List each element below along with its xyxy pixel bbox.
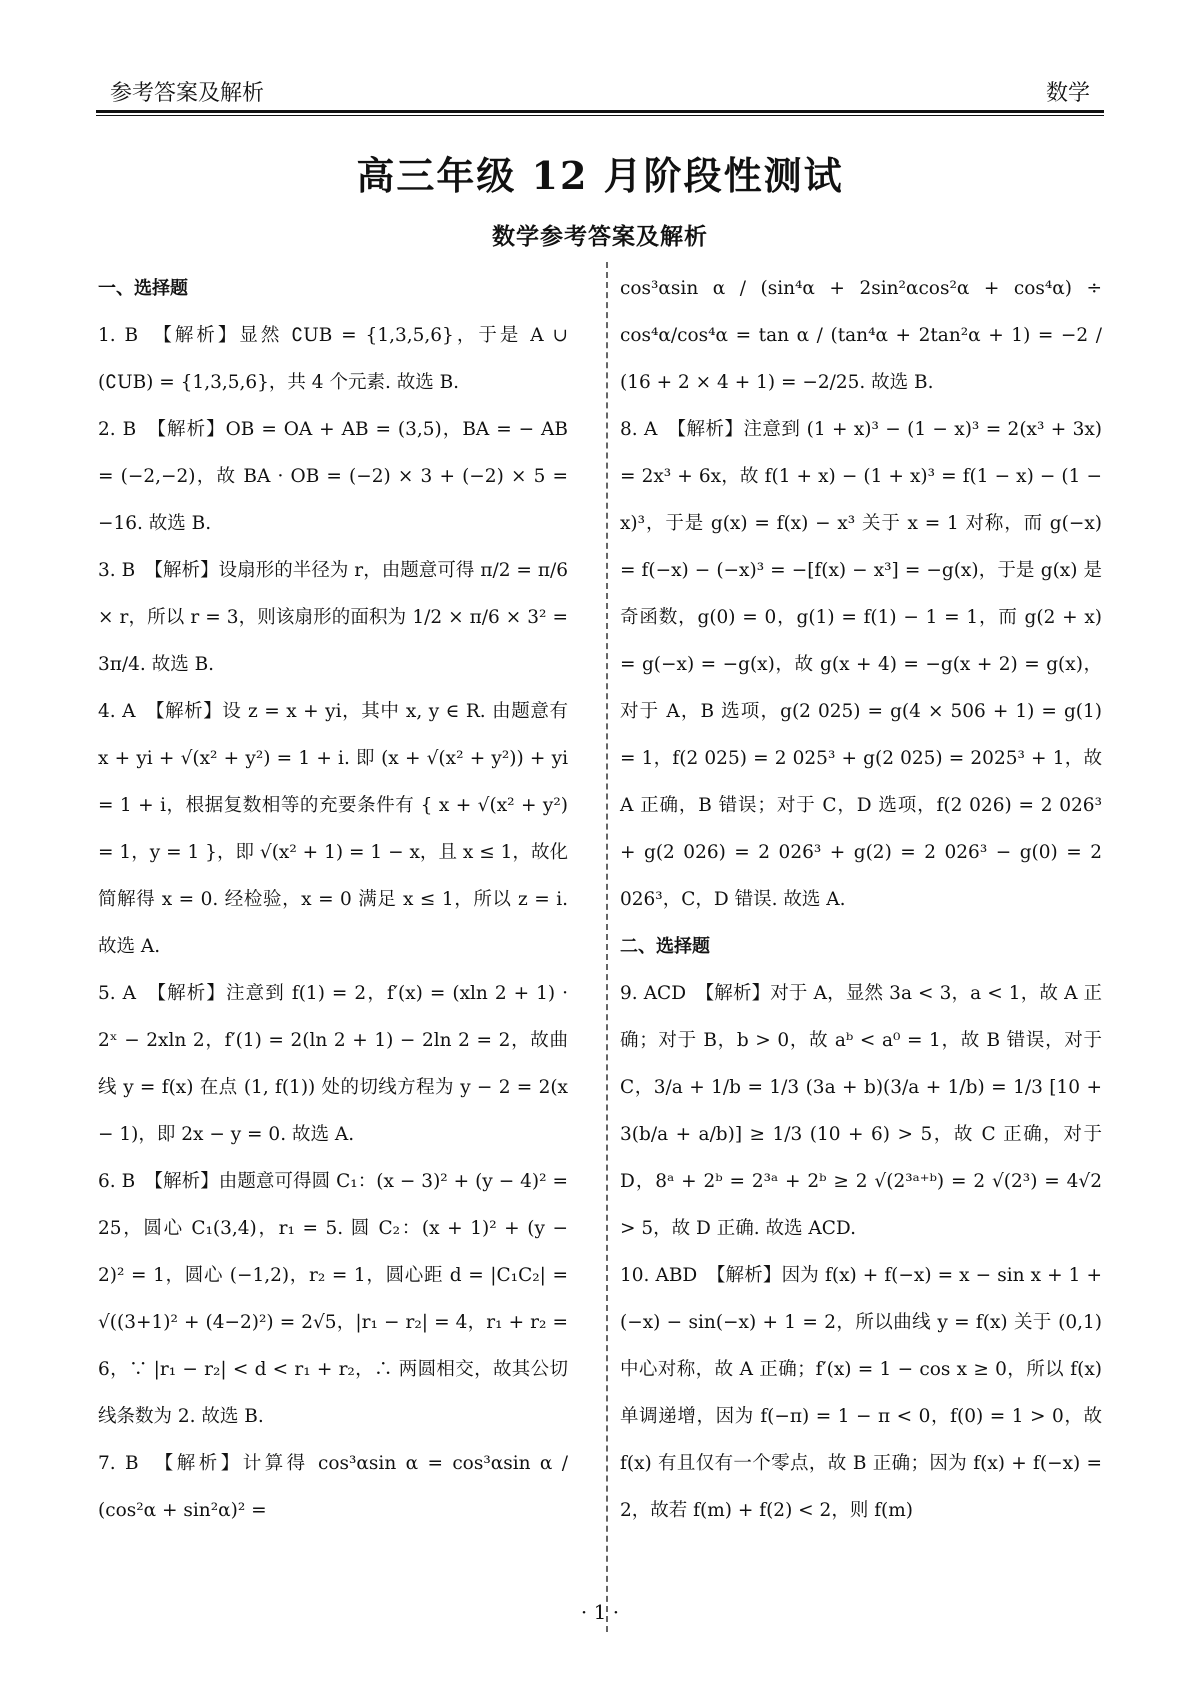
header-rule-thin	[96, 115, 1104, 116]
answer-2: 2. B 【解析】OB = OA + AB = (3,5)，BA = − AB = (−2,−2)，故 BA · OB = (−2) × 3 + (−2) × 5 = −16. 故选 B.	[98, 419, 568, 534]
answer-8: 8. A 【解析】注意到 (1 + x)³ − (1 − x)³ = 2(x³ + 3x) = 2x³ + 6x，故 f(1 + x) − (1 + x)³ = f(1 − x) − (1 − x)³，于是 g(x) = f(x) − x³ 关于 x = 1 对称，而 g(−x) = f(−x) − (−x)³ = −[f(x) − x³] = −g(x)，于是 g(x) 是奇函数，g(0) = 0，g(1) = f(1) − 1 = 1，而 g(2 + x) = g(−x) = −g(x)，故 g(x + 4) = −g(x + 2) = g(x)，对于 A，B 选项，g(2 025) = g(4 × 506 + 1) = g(1) = 1，f(2 025) = 2 025³ + g(2 025) = 2025³ + 1，故 A 正确，B 错误；对于 C，D 选项，f(2 026) = 2 026³ + g(2 026) = 2 026³ + g(2) = 2 026³ − g(0) = 2 026³，C，D 错误. 故选 A.	[620, 419, 1102, 910]
document-title: 高三年级 12 月阶段性测试	[356, 153, 844, 198]
header-right: 数学	[1045, 81, 1090, 106]
answer-10: 10. ABD 【解析】因为 f(x) + f(−x) = x − sin x + 1 + (−x) − sin(−x) + 1 = 2，所以曲线 y = f(x) 关于 (0,1) 中心对称，故 A 正确；f′(x) = 1 − cos x ≥ 0，所以 f(x) 单调递增，因为 f(−π) = 1 − π < 0，f(0) = 1 > 0，故 f(x) 有且仅有一个零点，故 B 正确；因为 f(x) + f(−x) = 2，故若 f(m) + f(2) < 2，则 f(m)	[620, 1265, 1102, 1521]
page-number: · 1 ·	[580, 1600, 620, 1624]
answer-5: 5. A 【解析】注意到 f(1) = 2，f′(x) = (xln 2 + 1) · 2ˣ − 2xln 2，f′(1) = 2(ln 2 + 1) − 2ln 2 = 2，故曲线 y = f(x) 在点 (1, f(1)) 处的切线方程为 y − 2 = 2(x − 1)，即 2x − y = 0. 故选 A.	[98, 983, 568, 1145]
answer-7-continued: cos³αsin α / (sin⁴α + 2sin²αcos²α + cos⁴α) ÷ cos⁴α/cos⁴α = tan α / (tan⁴α + 2tan²α + 1) = −2 / (16 + 2 × 4 + 1) = −2/25. 故选 B.	[620, 278, 1102, 393]
column-divider	[606, 262, 608, 1632]
left-column	[98, 265, 568, 1534]
answer-9: 9. ACD 【解析】对于 A，显然 3a < 3，a < 1，故 A 正确；对于 B，b > 0，故 aᵇ < a⁰ = 1，故 B 错误，对于 C，3/a + 1/b = 1/3 (3a + b)(3/a + 1/b) = 1/3 [10 + 3(b/a + a/b)] ≥ 1/3 (10 + 6) > 5，故 C 正确，对于 D，8ᵃ + 2ᵇ = 2³ᵃ + 2ᵇ ≥ 2 √(2³ᵃ⁺ᵇ) = 2 √(2³) = 4√2 > 5，故 D 正确. 故选 ACD.	[620, 983, 1102, 1239]
answer-1: 1. B 【解析】显然 ∁UB = {1,3,5,6}，于是 A ∪ (∁UB) = {1,3,5,6}，共 4 个元素. 故选 B.	[98, 325, 568, 393]
page-header	[96, 70, 1104, 110]
document-subtitle: 数学参考答案及解析	[492, 223, 708, 250]
answer-6: 6. B 【解析】由题意可得圆 C₁：(x − 3)² + (y − 4)² = 25，圆心 C₁(3,4)，r₁ = 5. 圆 C₂：(x + 1)² + (y − 2)² = 1，圆心 (−1,2)，r₂ = 1，圆心距 d = |C₁C₂| = √((3+1)² + (4−2)²) = 2√5，|r₁ − r₂| = 4，r₁ + r₂ = 6，∵ |r₁ − r₂| < d < r₁ + r₂，∴ 两圆相交，故其公切线条数为 2. 故选 B.	[98, 1171, 568, 1427]
answer-3: 3. B 【解析】设扇形的半径为 r，由题意可得 π/2 = π/6 × r，所以 r = 3，则该扇形的面积为 1/2 × π/6 × 3² = 3π/4. 故选 B.	[98, 560, 568, 675]
section-heading: 二、选择题	[620, 936, 710, 957]
section-heading: 一、选择题	[98, 278, 188, 299]
right-column	[620, 265, 1102, 1534]
header-left: 参考答案及解析	[110, 81, 265, 106]
answer-4: 4. A 【解析】设 z = x + yi，其中 x, y ∈ R. 由题意有 x + yi + √(x² + y²) = 1 + i. 即 (x + √(x² + y²)) + yi = 1 + i，根据复数相等的充要条件有 { x + √(x² + y²) = 1，y = 1 }，即 √(x² + 1) = 1 − x，且 x ≤ 1，故化简解得 x = 0. 经检验，x = 0 满足 x ≤ 1，所以 z = i. 故选 A.	[98, 701, 568, 957]
header-rule	[96, 110, 1104, 113]
answer-7: 7. B 【解析】计算得 cos³αsin α = cos³αsin α / (cos²α + sin²α)² =	[98, 1453, 568, 1521]
